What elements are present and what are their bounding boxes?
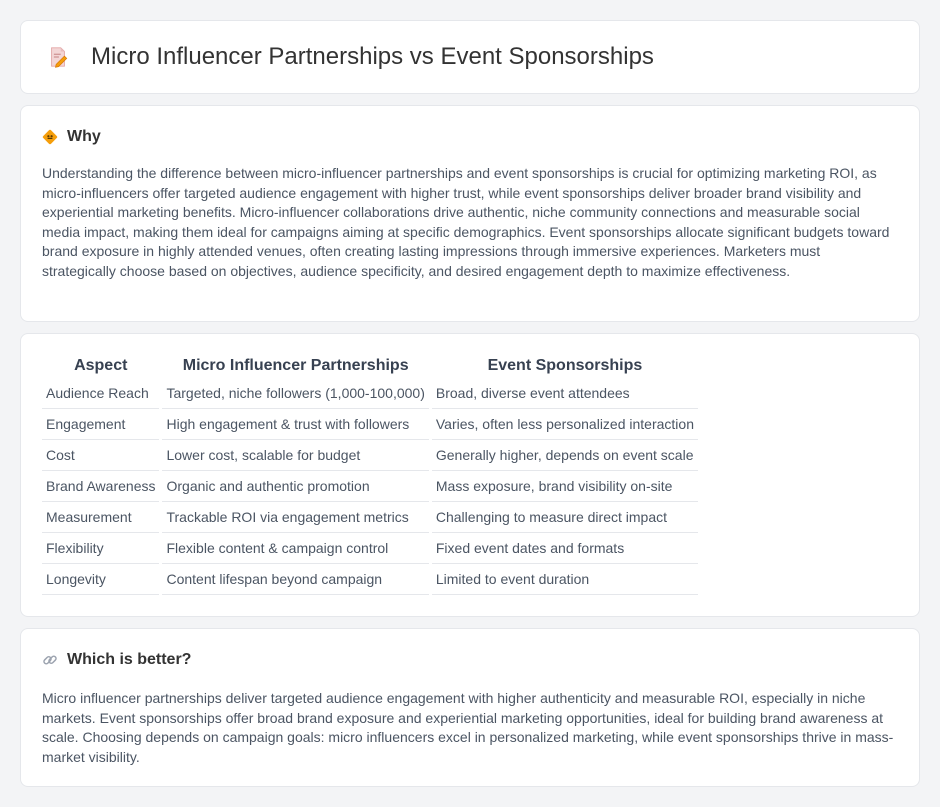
document-pencil-icon — [47, 46, 69, 68]
cell-event: Limited to event duration — [432, 564, 698, 595]
which-title: Which is better? — [67, 651, 192, 668]
header-card — [20, 20, 920, 94]
header-event-sponsorships: Event Sponsorships — [487, 357, 643, 374]
cell-aspect: Brand Awareness — [42, 471, 159, 502]
which-section-header — [42, 651, 897, 669]
cell-micro: Trackable ROI via engagement metrics — [162, 502, 428, 533]
why-section-header — [42, 128, 897, 146]
table-row — [42, 502, 698, 533]
cell-aspect: Measurement — [42, 502, 159, 533]
why-paragraph: Understanding the difference between micro-influencer partnerships and event sponsorships is crucial for optimizing marketing ROI, as micro-influencers offer targeted audience engagement with higher trust, while event sponsorships deliver broader brand visibility and experiential marketing benefits. Micro-influencer collaborations drive authentic, niche community connections and measurable social media impact, making them ideal for campaigns aiming at specific demographics. Event sponsorships allocate significant budgets toward brand exposure in highly attended venues, often creating lasting impressions through immersive experiences. Marketers must strategically choose based on objectives, audience specificity, and desired engagement depth to maximize effectiveness. — [42, 165, 890, 279]
comparison-table — [39, 356, 701, 595]
cell-micro: Lower cost, scalable for budget — [162, 440, 428, 471]
cell-aspect: Audience Reach — [42, 378, 159, 409]
cell-event: Broad, diverse event attendees — [432, 378, 698, 409]
table-row — [42, 564, 698, 595]
table-header-row — [42, 356, 698, 378]
why-title: Why — [67, 128, 101, 145]
table-row — [42, 409, 698, 440]
cell-event: Varies, often less personalized interaction — [432, 409, 698, 440]
cell-micro: High engagement & trust with followers — [162, 409, 428, 440]
page-title: Micro Influencer Partnerships vs Event Sponsorships — [91, 43, 654, 70]
cell-micro: Content lifespan beyond campaign — [162, 564, 428, 595]
cell-micro: Organic and authentic promotion — [162, 471, 428, 502]
table-row — [42, 378, 698, 409]
which-section — [20, 628, 920, 787]
cell-aspect: Longevity — [42, 564, 159, 595]
table-row — [42, 440, 698, 471]
diamond-sign-icon — [42, 129, 58, 145]
table-row — [42, 533, 698, 564]
cell-event: Generally higher, depends on event scale — [432, 440, 698, 471]
cell-event: Challenging to measure direct impact — [432, 502, 698, 533]
table-row — [42, 471, 698, 502]
header-aspect: Aspect — [74, 357, 128, 374]
cell-event: Mass exposure, brand visibility on-site — [432, 471, 698, 502]
cell-micro: Targeted, niche followers (1,000-100,000) — [162, 378, 428, 409]
why-section — [20, 105, 920, 322]
cell-aspect: Cost — [42, 440, 159, 471]
cell-event: Fixed event dates and formats — [432, 533, 698, 564]
which-paragraph: Micro influencer partnerships deliver targeted audience engagement with higher authenticity and measurable ROI, especially in niche markets. Event sponsorships offer broad brand exposure and experiential marketing opportunities, ideal for building brand awareness at scale. Choosing depends on campaign goals: micro influencers excel in personalized marketing, while event sponsorships thrive in mass-market visibility. — [42, 690, 894, 765]
cell-aspect: Engagement — [42, 409, 159, 440]
header-micro-influencer: Micro Influencer Partnerships — [182, 357, 409, 374]
link-icon — [42, 652, 58, 668]
comparison-card — [20, 333, 920, 617]
cell-micro: Flexible content & campaign control — [162, 533, 428, 564]
cell-aspect: Flexibility — [42, 533, 159, 564]
